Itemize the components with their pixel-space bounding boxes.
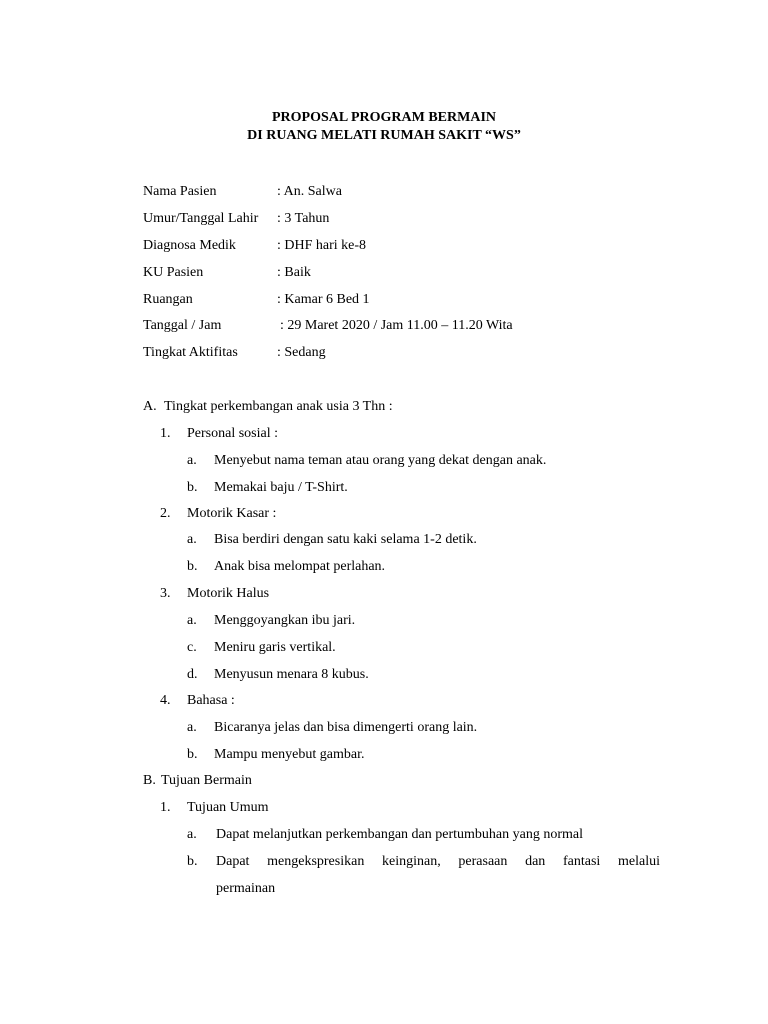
subitem-marker: a.	[187, 720, 197, 735]
item-label: Motorik Kasar :	[187, 506, 277, 521]
subitem-marker: b.	[187, 480, 198, 495]
subitem-text: Anak bisa melompat perlahan.	[214, 559, 386, 574]
document-title-line-1: PROPOSAL PROGRAM BERMAIN	[272, 110, 496, 125]
subitem-marker: a.	[187, 532, 197, 547]
subitem-marker: b.	[187, 559, 198, 574]
item-number: 1.	[160, 800, 171, 815]
info-value: : Kamar 6 Bed 1	[277, 292, 370, 307]
subitem-text: Meniru garis vertikal.	[214, 640, 336, 655]
subitem-text: Dapat melanjutkan perkembangan dan pertumbuhan yang normal	[216, 827, 583, 842]
subitem-marker: c.	[187, 640, 197, 655]
info-value: : An. Salwa	[277, 184, 342, 199]
item-label: Personal sosial :	[187, 426, 278, 441]
info-label: Diagnosa Medik	[143, 238, 236, 253]
info-label: Nama Pasien	[143, 184, 217, 199]
subitem-text: Menyusun menara 8 kubus.	[214, 667, 369, 682]
item-number: 1.	[160, 426, 171, 441]
section-heading-text: Tingkat perkembangan anak usia 3 Thn :	[164, 399, 393, 414]
document-title-line-2: DI RUANG MELATI RUMAH SAKIT “WS”	[247, 128, 521, 143]
subitem-marker: a.	[187, 827, 197, 842]
info-value: : Sedang	[277, 345, 326, 360]
info-label: KU Pasien	[143, 265, 204, 280]
info-label: Ruangan	[143, 292, 193, 307]
subitem-text: Memakai baju / T-Shirt.	[214, 480, 348, 495]
section-heading-text: Tujuan Bermain	[161, 773, 252, 788]
subitem-marker: d.	[187, 667, 198, 682]
info-value: : 3 Tahun	[277, 211, 330, 226]
subitem-text: Menyebut nama teman atau orang yang dekat dengan anak.	[214, 453, 547, 468]
item-label: Tujuan Umum	[187, 800, 269, 815]
subitem-text: Mampu menyebut gambar.	[214, 747, 365, 762]
subitem-continuation-text: permainan	[216, 881, 276, 896]
item-number: 4.	[160, 693, 171, 708]
info-value: : 29 Maret 2020 / Jam 11.00 – 11.20 Wita	[280, 318, 513, 333]
subitem-text: Bisa berdiri dengan satu kaki selama 1-2 detik.	[214, 532, 477, 547]
subitem-text: Bicaranya jelas dan bisa dimengerti orang lain.	[214, 720, 478, 735]
info-value: : DHF hari ke-8	[277, 238, 367, 253]
item-number: 3.	[160, 586, 171, 601]
item-label: Bahasa :	[187, 693, 235, 708]
subitem-text: Menggoyangkan ibu jari.	[214, 613, 356, 628]
info-label: Tanggal / Jam	[143, 318, 222, 333]
subitem-marker: a.	[187, 453, 197, 468]
item-label: Motorik Halus	[187, 586, 270, 601]
sub-list-item	[187, 852, 660, 872]
subitem-text: Dapat mengekspresikan keinginan, perasaan dan fantasi melalui	[216, 854, 660, 869]
info-value: : Baik	[277, 265, 311, 280]
section-marker: A.	[143, 399, 157, 414]
subitem-marker: b.	[187, 747, 198, 762]
section-marker: B.	[143, 773, 156, 788]
subitem-marker: a.	[187, 613, 197, 628]
info-label: Tingkat Aktifitas	[143, 345, 238, 360]
item-number: 2.	[160, 506, 171, 521]
subitem-marker: b.	[187, 854, 198, 869]
info-label: Umur/Tanggal Lahir	[143, 211, 259, 226]
